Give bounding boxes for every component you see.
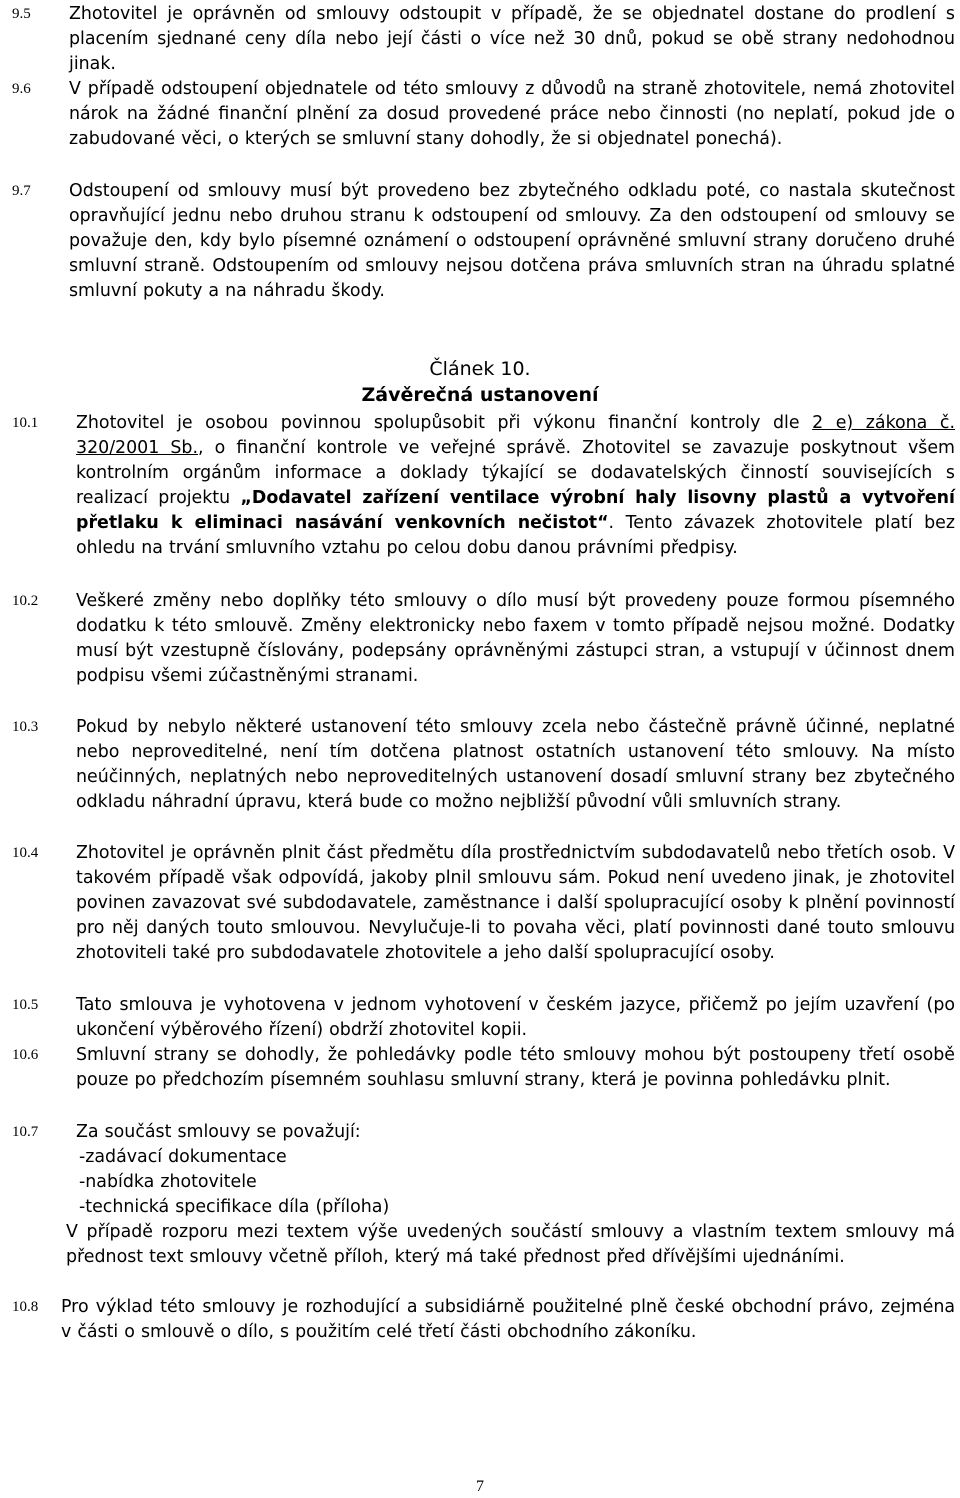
clause-text: Pokud by nebylo některé ustanovení této smlouvy zcela nebo částečně právně účinné, neplatné nebo neproveditelné, není tím dotčena platnost ostatních ustanovení této smlouvy. Na místo neúčinných, neplatných nebo neproveditelných ustanovení dosadí smluvní strany bez zbytečného odkladu náhradní úpravu, která bude co možno nejbližší původní vůli smluvních strany. xyxy=(76,717,955,812)
clause-number: 9.6 xyxy=(12,81,31,97)
article-title: Závěrečná ustanovení xyxy=(361,384,599,406)
clause-number: 9.5 xyxy=(12,6,31,22)
clause-text: Zhotovitel je oprávněn od smlouvy odstoupit v případě, že se objednatel dostane do prodlení s placením sjednané ceny díla nebo její části o více než 30 dnů, pokud se obě strany nedohodnou jinak. xyxy=(69,4,955,74)
attachments-list xyxy=(79,1145,955,1220)
clause-text-part: , o finanční kontrole ve veřejné správě. Zhotovitel se zavazuje poskytnout všem kontrolním orgánům informace a doklady týkající se dodavatelských činností souvisejících s realizací projektu xyxy=(76,438,955,508)
clause-text: Veškeré změny nebo doplňky této smlouvy o dílo musí být provedeny pouze formou písemného dodatku k této smlouvě. Změny elektronicky nebo faxem v tomto případě nejsou možné. Dodatky musí být vzestupně číslovány, podepsány oprávněnými zástupci stran, a vstupují v účinnost dnem podpisu všemi zúčastněnými stranami. xyxy=(76,591,955,686)
clause-number: 10.2 xyxy=(12,593,39,609)
list-item: -nabídka zhotovitele xyxy=(79,1172,257,1192)
clause-text xyxy=(76,411,955,561)
clause-text: V případě rozporu mezi textem výše uvedených součástí smlouvy a vlastním textem smlouvy má přednost text smlouvy včetně příloh, který má také přednost před dřívějšími ujednáními. xyxy=(66,1222,955,1267)
clause-text: V případě odstoupení objednatele od této smlouvy z důvodů na straně zhotovitele, nemá zhotovitel nárok na žádné finanční plnění za dosud provedené práce nebo činnosti (no neplatí, pokud jde o zabudované věci, o kterých se smluvní stany dohodly, že si objednatel ponechá). xyxy=(69,79,955,149)
clause-number: 10.1 xyxy=(12,415,39,431)
list-item: -zadávací dokumentace xyxy=(79,1147,287,1167)
clause-intro: Za součást smlouvy se považují: xyxy=(76,1122,361,1142)
clause-number: 10.8 xyxy=(12,1299,39,1315)
clause-text-part: . Tento závazek zhotovitele platí bez ohledu na trvání smluvního vztahu po celou dobu danou právními předpisy. xyxy=(76,513,955,558)
clause-number: 10.6 xyxy=(12,1047,39,1063)
clause-text: Tato smlouva je vyhotovena v jednom vyhotovení v českém jazyce, přičemž po jejím uzavření (po ukončení výběrového řízení) obdrží zhotovitel kopii. xyxy=(76,995,955,1040)
clause-number: 10.4 xyxy=(12,845,39,861)
clause-number: 10.7 xyxy=(12,1124,39,1140)
list-item: -technická specifikace díla (příloha) xyxy=(79,1197,390,1217)
page-number: 7 xyxy=(476,1478,484,1495)
clause-number: 9.7 xyxy=(12,183,31,199)
clause-number: 10.5 xyxy=(12,997,39,1013)
clause-text: Smluvní strany se dohodly, že pohledávky podle této smlouvy mohou být postoupeny třetí osobě pouze po předchozím písemném souhlasu smluvní strany, která je povinna pohledávku plnit. xyxy=(76,1045,955,1090)
law-reference-link[interactable]: 2 e) zákona č. 320/2001 Sb. xyxy=(76,413,955,458)
clause-text: Odstoupení od smlouvy musí být provedeno bez zbytečného odkladu poté, co nastala skutečnost opravňující jednu nebo druhou stranu k odstoupení od smlouvy. Za den odstoupení od smlouvy se považuje den, kdy bylo písemné oznámení o odstoupení oprávněné smluvní strany doručeno druhé smluvní straně. Odstoupením od smlouvy nejsou dotčena práva smluvních stran na úhradu splatné smluvní pokuty a na náhradu škody. xyxy=(69,181,955,301)
article-number: Článek 10. xyxy=(429,358,531,380)
clause-number: 10.3 xyxy=(12,719,39,735)
clause-text: Pro výklad této smlouvy je rozhodující a subsidiárně použitelné plně české obchodní právo, zejména v části o smlouvě o dílo, s použitím celé třetí části obchodního zákoníku. xyxy=(61,1297,955,1342)
project-name: „Dodavatel zařízení ventilace výrobní haly lisovny plastů a vytvoření přetlaku k eliminaci nasávání venkovních nečistot“ xyxy=(76,488,955,533)
clause-text: Zhotovitel je oprávněn plnit část předmětu díla prostřednictvím subdodavatelů nebo třetích osob. V takovém případě však odpovídá, jakoby plnil smlouvu sám. Pokud není uvedeno jinak, je zhotovitel povinen zavazovat své subdodavatele, zaměstnance i další spolupracující osoby k plnění povinností pro něj daných touto smlouvou. Nevylučuje-li to povaha věci, platí povinnosti dané touto smlouvu zhotoviteli také pro subdodavatele zhotovitele a jeho další spolupracující osoby. xyxy=(76,843,955,963)
clause-text-part: Zhotovitel je osobou povinnou spolupůsobit při výkonu finanční kontroly dle xyxy=(76,413,813,433)
